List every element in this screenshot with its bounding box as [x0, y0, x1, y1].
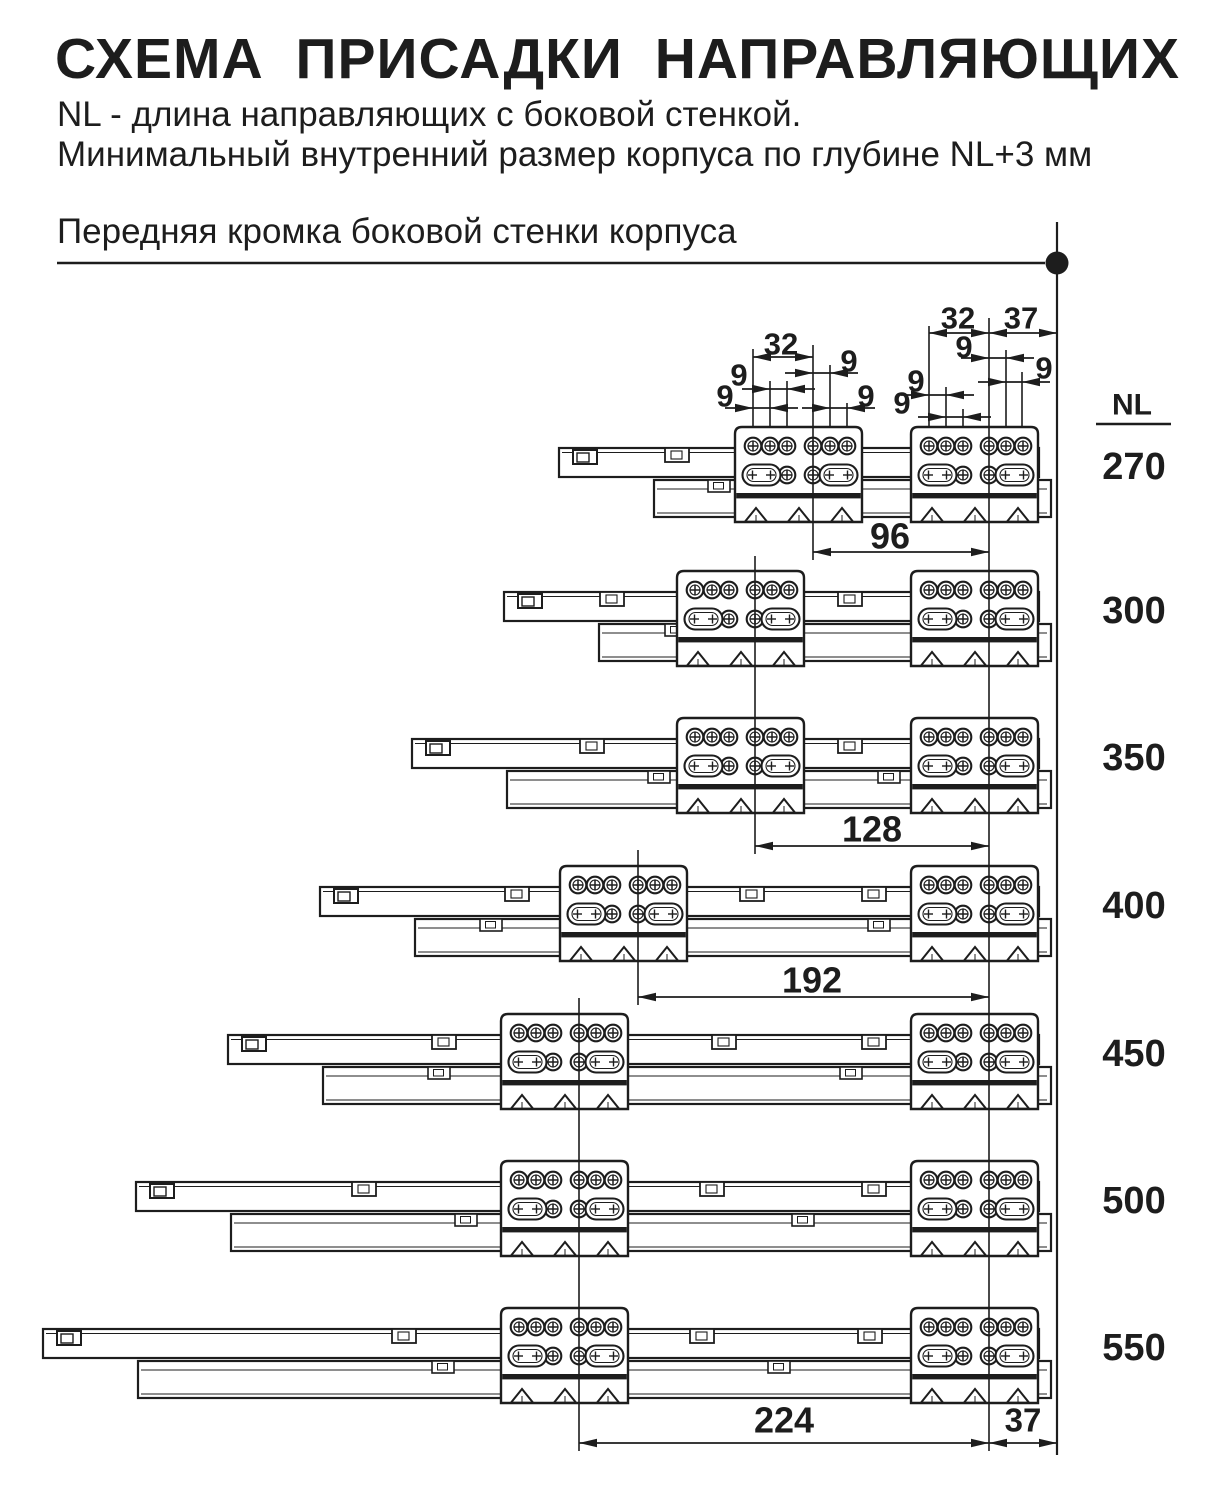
dimension-label: 9	[857, 378, 875, 414]
drill-hole	[938, 582, 955, 599]
arrowhead-icon	[638, 993, 656, 1001]
mounting-bracket	[677, 718, 804, 813]
mounting-bracket	[501, 1014, 628, 1109]
arrowhead-icon	[971, 354, 989, 362]
mounting-bar	[912, 784, 1037, 789]
drill-hole	[588, 1172, 605, 1189]
drill-hole	[511, 1025, 528, 1042]
drill-hole	[938, 438, 955, 455]
front-offset-dimension	[989, 1402, 1057, 1448]
drill-hole	[998, 1319, 1015, 1336]
drill-hole	[998, 1172, 1015, 1189]
slot-hole	[919, 609, 957, 630]
mounting-bracket	[911, 718, 1038, 813]
slide-row-270	[559, 427, 1051, 522]
arrowhead-icon	[812, 404, 830, 412]
dimension-label: 9	[840, 343, 858, 379]
drill-hole	[545, 1319, 562, 1336]
pitch-dimension	[753, 327, 813, 362]
drill-hole	[704, 582, 721, 599]
drill-hole	[605, 1172, 622, 1189]
drill-hole	[998, 1025, 1015, 1042]
drill-hole	[511, 1319, 528, 1336]
arrowhead-icon	[971, 993, 989, 1001]
mounting-bar	[678, 784, 803, 789]
slot-hole	[685, 609, 723, 630]
drill-hole	[955, 1025, 972, 1042]
nl-value: 550	[1102, 1327, 1166, 1369]
drill-hole	[955, 438, 972, 455]
drill-hole	[1015, 1025, 1032, 1042]
slide-row-550	[43, 1308, 1051, 1403]
slot-hole	[919, 465, 957, 486]
mounting-bar	[736, 493, 861, 498]
dimension-label: 9	[1035, 350, 1053, 386]
drill-hole	[664, 877, 681, 894]
arrowhead-icon	[971, 1439, 989, 1447]
slot-hole	[509, 1052, 547, 1073]
drill-hole	[687, 582, 704, 599]
arrowhead-icon	[795, 369, 813, 377]
drill-hole	[921, 1025, 938, 1042]
drill-hole	[604, 877, 621, 894]
drill-hole	[762, 438, 779, 455]
pitch-dimension	[716, 379, 798, 414]
drill-hole	[921, 729, 938, 746]
drill-hole	[511, 1172, 528, 1189]
mounting-bar	[502, 1227, 627, 1232]
drill-hole	[955, 729, 972, 746]
mounting-bar	[912, 932, 1037, 937]
drill-hole	[528, 1025, 545, 1042]
slot-hole	[996, 609, 1034, 630]
offset-dimension	[579, 1400, 989, 1448]
arrowhead-icon	[971, 842, 989, 850]
slot-hole	[919, 904, 957, 925]
dimension-label: 32	[940, 300, 976, 336]
arrowhead-icon	[1039, 329, 1057, 337]
arrowhead-icon	[963, 413, 981, 421]
drill-hole	[921, 1319, 938, 1336]
drill-hole	[938, 877, 955, 894]
mounting-bracket	[911, 1308, 1038, 1403]
mounting-bracket	[911, 1014, 1038, 1109]
slot-hole	[919, 1346, 957, 1367]
slot-hole	[586, 1052, 624, 1073]
drill-hole	[998, 729, 1015, 746]
dimension-label: 9	[955, 329, 973, 365]
page-title: СХЕМА ПРИСАДКИ НАПРАВЛЯЮЩИХ	[55, 27, 1180, 91]
drill-hole	[921, 877, 938, 894]
mounting-bar	[912, 1374, 1037, 1379]
slot-hole	[919, 756, 957, 777]
arrowhead-icon	[971, 548, 989, 556]
pitch-dimension	[901, 364, 974, 400]
drill-hole	[921, 582, 938, 599]
drill-hole	[721, 582, 738, 599]
drill-hole	[839, 438, 856, 455]
drill-hole	[921, 438, 938, 455]
dimension-label: 9	[716, 378, 734, 414]
slot-hole	[996, 1346, 1034, 1367]
slot-hole	[996, 465, 1034, 486]
drill-hole	[1015, 1319, 1032, 1336]
slide-row-400	[320, 866, 1051, 961]
drill-hole	[528, 1319, 545, 1336]
slot-hole	[586, 1199, 624, 1220]
mounting-bar	[502, 1374, 627, 1379]
slot-hole	[919, 1052, 957, 1073]
drill-hole	[1015, 729, 1032, 746]
nl-column	[1096, 389, 1171, 1370]
drill-hole	[764, 582, 781, 599]
slot-hole	[996, 756, 1034, 777]
slide-row-450	[228, 1014, 1051, 1109]
slot-hole	[743, 465, 781, 486]
drill-hole	[545, 1172, 562, 1189]
arrowhead-icon	[928, 413, 946, 421]
nl-value: 450	[1102, 1033, 1166, 1075]
pitch-dimension	[893, 386, 991, 422]
slot-hole	[762, 609, 800, 630]
mounting-bracket	[911, 1161, 1038, 1256]
mounting-bracket	[911, 571, 1038, 666]
drill-hole	[605, 1319, 622, 1336]
dimension-label: 9	[907, 363, 925, 399]
subtitle-min-depth: Минимальный внутренний размер корпуса по глубине NL+3 мм	[57, 135, 1093, 174]
slot-hole	[685, 756, 723, 777]
drill-hole	[570, 877, 587, 894]
drill-hole	[779, 438, 796, 455]
slot-hole	[820, 465, 858, 486]
mounting-bracket	[560, 866, 687, 961]
arrowhead-icon	[988, 378, 1006, 386]
nl-value: 300	[1102, 590, 1166, 632]
mounting-bracket	[501, 1308, 628, 1403]
dimension-label: 128	[841, 808, 903, 850]
slot-hole	[645, 904, 683, 925]
drill-hole	[781, 582, 798, 599]
drill-hole	[721, 729, 738, 746]
drill-hole	[955, 1172, 972, 1189]
slot-hole	[509, 1346, 547, 1367]
drill-hole	[587, 877, 604, 894]
arrowhead-icon	[752, 385, 770, 393]
arrowhead-icon	[1006, 354, 1024, 362]
drill-hole	[1015, 582, 1032, 599]
front-edge-dot	[1046, 252, 1069, 275]
arrowhead-icon	[579, 1439, 597, 1447]
drill-hole	[998, 877, 1015, 894]
arrowhead-icon	[735, 404, 753, 412]
drill-hole	[588, 1319, 605, 1336]
mounting-bar	[912, 637, 1037, 642]
slot-hole	[509, 1199, 547, 1220]
arrowhead-icon	[813, 548, 831, 556]
drill-hole	[605, 1025, 622, 1042]
front-edge-label: Передняя кромка боковой стенки корпуса	[57, 212, 737, 251]
mounting-bracket	[677, 571, 804, 666]
arrowhead-icon	[787, 385, 805, 393]
nl-value: 350	[1102, 737, 1166, 779]
nl-column-header: NL	[1112, 388, 1152, 422]
mounting-bar	[912, 1227, 1037, 1232]
arrowhead-icon	[755, 842, 773, 850]
drill-hole	[704, 729, 721, 746]
offset-dimension	[638, 960, 989, 1002]
slot-hole	[762, 756, 800, 777]
slot-hole	[568, 904, 606, 925]
drill-hole	[998, 438, 1015, 455]
drill-hole	[647, 877, 664, 894]
slot-hole	[919, 1199, 957, 1220]
mounting-bracket	[911, 866, 1038, 961]
nl-value: 400	[1102, 885, 1166, 927]
nl-value: 270	[1102, 446, 1166, 488]
dimension-label: 192	[781, 959, 843, 1001]
subtitle-nl-definition: NL - длина направляющих с боковой стенкой.	[57, 95, 802, 134]
mounting-bracket	[911, 427, 1038, 522]
mounting-bar	[561, 932, 686, 937]
dimension-label: 37	[1004, 1401, 1042, 1439]
arrowhead-icon	[946, 391, 964, 399]
drill-hole	[545, 1025, 562, 1042]
slide-row-350	[412, 718, 1051, 813]
drill-hole	[921, 1172, 938, 1189]
mounting-bar	[912, 1080, 1037, 1085]
drill-hole	[998, 582, 1015, 599]
mounting-bar	[912, 493, 1037, 498]
drill-hole	[938, 1319, 955, 1336]
dimension-label: 37	[1003, 300, 1039, 336]
drill-hole	[588, 1025, 605, 1042]
slide-row-500	[136, 1161, 1051, 1256]
drill-hole	[1015, 438, 1032, 455]
drill-hole	[955, 582, 972, 599]
slot-hole	[996, 1199, 1034, 1220]
front-edge-reference	[57, 222, 1069, 1455]
arrowhead-icon	[1039, 1439, 1057, 1447]
dimension-label: 9	[893, 385, 911, 421]
dimension-label: 9	[730, 357, 748, 393]
drill-hole	[955, 877, 972, 894]
arrowhead-icon	[770, 404, 788, 412]
dimension-label: 96	[869, 515, 911, 557]
drill-hole	[528, 1172, 545, 1189]
slide-row-300	[504, 571, 1051, 666]
drill-hole	[955, 1319, 972, 1336]
drill-hole	[764, 729, 781, 746]
drill-hole	[938, 1025, 955, 1042]
mounting-bar	[502, 1080, 627, 1085]
arrowhead-icon	[989, 1439, 1007, 1447]
mounting-bracket	[501, 1161, 628, 1256]
dimension-label: 224	[753, 1399, 815, 1441]
offset-dimension	[755, 809, 989, 851]
slot-hole	[996, 1052, 1034, 1073]
drill-hole	[781, 729, 798, 746]
slot-hole	[586, 1346, 624, 1367]
drill-hole	[687, 729, 704, 746]
mounting-bar	[678, 637, 803, 642]
drill-hole	[1015, 877, 1032, 894]
drill-hole	[1015, 1172, 1032, 1189]
drill-hole	[938, 1172, 955, 1189]
mounting-bracket	[735, 427, 862, 522]
pitch-dimension	[989, 301, 1057, 338]
dimension-label: 32	[763, 326, 799, 362]
slot-hole	[996, 904, 1034, 925]
nl-value: 500	[1102, 1180, 1166, 1222]
drill-hole	[938, 729, 955, 746]
drill-hole	[745, 438, 762, 455]
drill-hole	[822, 438, 839, 455]
